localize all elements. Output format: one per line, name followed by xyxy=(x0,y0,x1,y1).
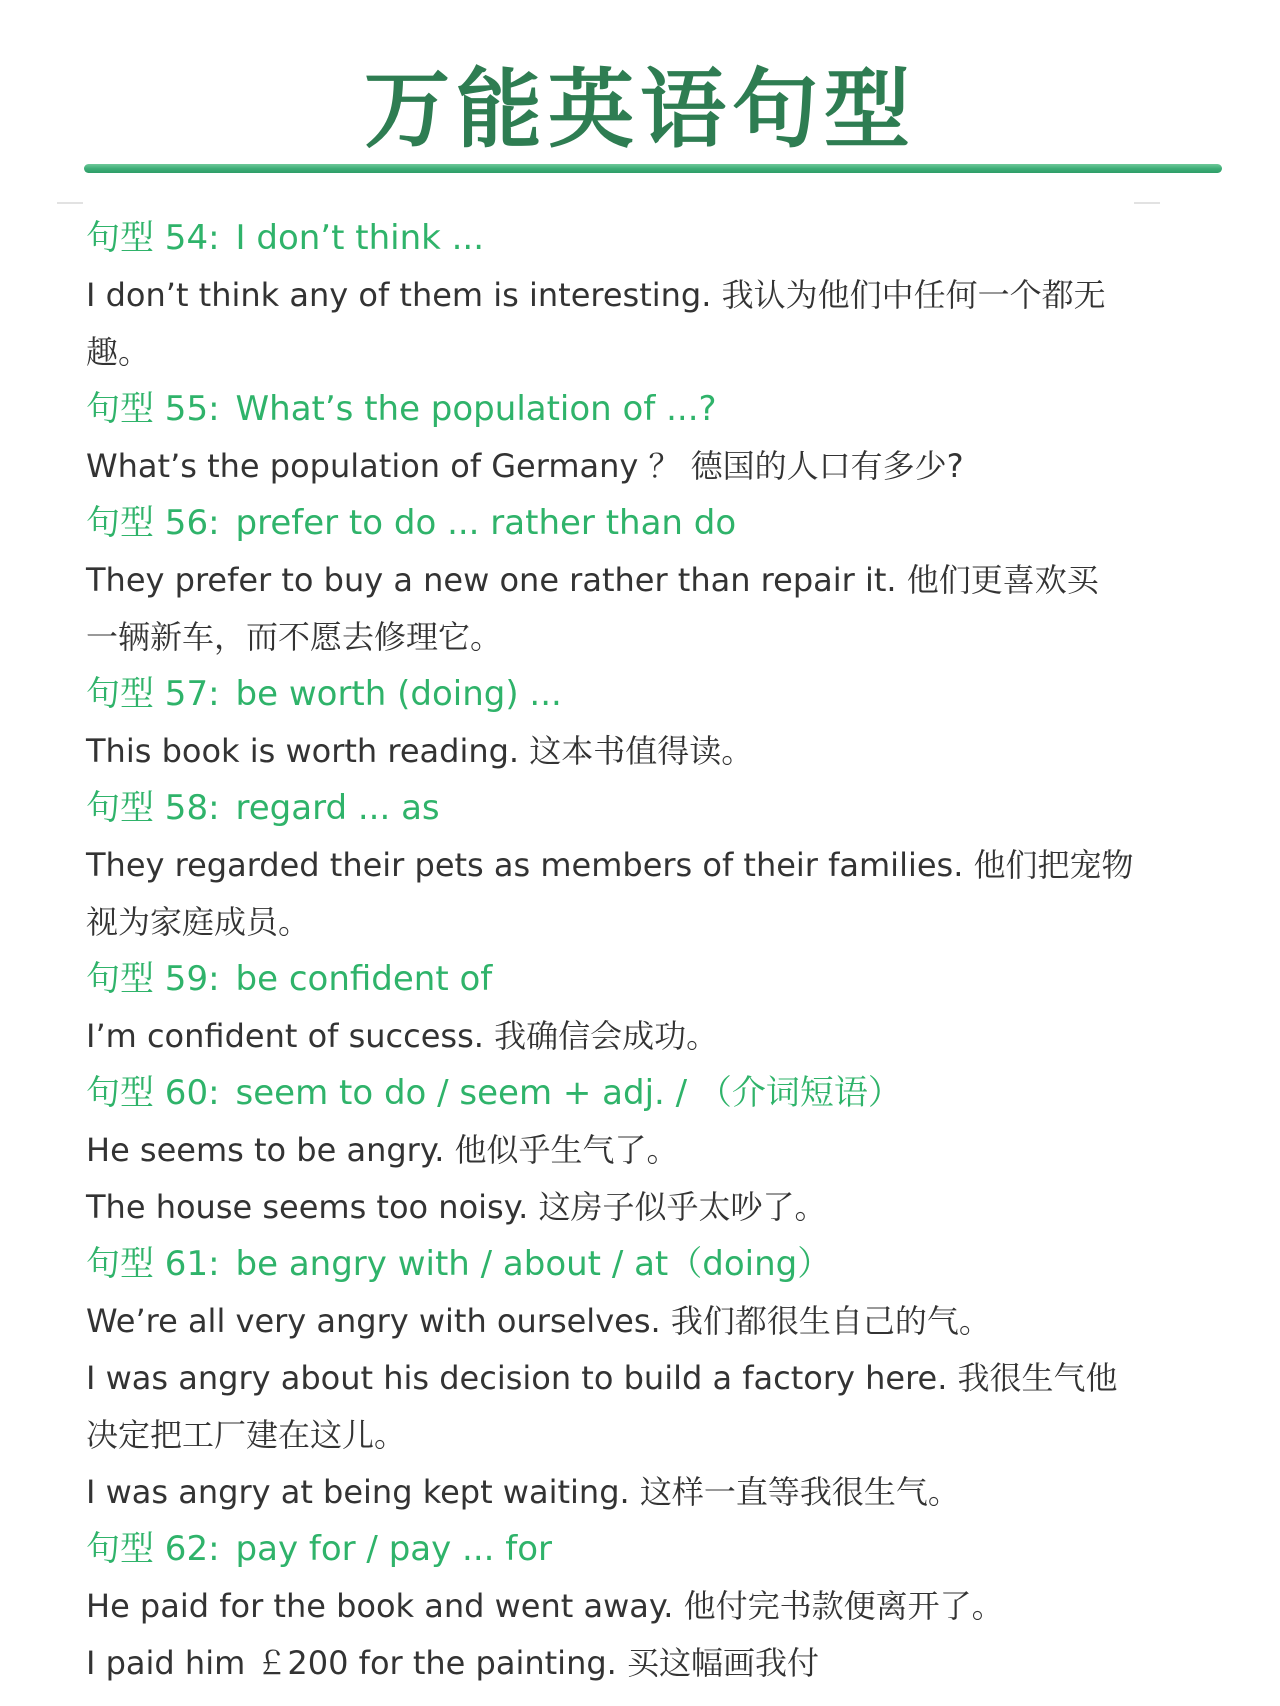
pattern-heading xyxy=(86,780,1186,837)
example-sentence: What’s the population of Germany ？ 德国的人口有多少? xyxy=(86,447,964,485)
pattern-heading xyxy=(86,666,1186,723)
example-sentence: I was angry at being kept waiting. 这样一直等我很生气。 xyxy=(86,1473,960,1511)
pattern-block-61 xyxy=(86,1236,1186,1521)
pattern-label: 句型 62: xyxy=(86,1529,220,1569)
pattern-label: 句型 59: xyxy=(86,959,220,999)
example-sentence: I’m confident of success. 我确信会成功。 xyxy=(86,1017,719,1055)
example-sentence: I was angry about his decision to build a factory here. 我很生气他决定把工厂建在这儿。 xyxy=(86,1359,1118,1454)
pattern-heading xyxy=(86,381,1186,438)
example-sentence: This book is worth reading. 这本书值得读。 xyxy=(86,732,754,770)
example-sentence: He paid for the book and went away. 他付完书款便离开了。 xyxy=(86,1587,1004,1625)
title-underline xyxy=(84,164,1222,173)
pattern-heading xyxy=(86,495,1186,552)
pattern-text: be confident of xyxy=(235,959,493,999)
pattern-label: 句型 54: xyxy=(86,218,220,258)
page-title: 万能英语句型 xyxy=(364,60,916,160)
pattern-block-54 xyxy=(86,210,1186,381)
pattern-block-58 xyxy=(86,780,1186,951)
pattern-label: 句型 60: xyxy=(86,1073,220,1113)
pattern-text: pay for / pay ... for xyxy=(235,1529,553,1569)
pattern-label: 句型 55: xyxy=(86,389,220,429)
pattern-text: I don’t think ... xyxy=(235,218,485,258)
pattern-block-56 xyxy=(86,495,1186,666)
pattern-block-62 xyxy=(86,1521,1186,1692)
corner-mark-right xyxy=(1134,202,1160,204)
pattern-label: 句型 61: xyxy=(86,1244,220,1284)
pattern-block-55 xyxy=(86,381,1186,495)
pattern-block-60 xyxy=(86,1065,1186,1236)
corner-mark-left xyxy=(57,202,83,204)
pattern-heading xyxy=(86,1065,1186,1122)
example-sentence: We’re all very angry with ourselves. 我们都很生自己的气。 xyxy=(86,1302,991,1340)
pattern-text: regard ... as xyxy=(235,788,440,828)
example-sentence: I don’t think any of them is interesting. 我认为他们中任何一个都无趣。 xyxy=(86,276,1106,371)
pattern-list xyxy=(86,210,1186,1692)
pattern-text: be worth (doing) ... xyxy=(235,674,562,714)
example-sentence: The house seems too noisy. 这房子似乎太吵了。 xyxy=(86,1188,827,1226)
example-sentence: He seems to be angry. 他似乎生气了。 xyxy=(86,1131,679,1169)
pattern-heading xyxy=(86,1521,1186,1578)
pattern-label: 句型 56: xyxy=(86,503,220,543)
pattern-text: What’s the population of ...? xyxy=(235,389,717,429)
pattern-label: 句型 57: xyxy=(86,674,220,714)
pattern-text: prefer to do ... rather than do xyxy=(235,503,737,543)
example-sentence: They prefer to buy a new one rather than repair it. 他们更喜欢买一辆新车，而不愿去修理它。 xyxy=(86,561,1099,656)
pattern-block-59 xyxy=(86,951,1186,1065)
pattern-heading xyxy=(86,210,1186,267)
pattern-heading xyxy=(86,1236,1186,1293)
pattern-heading xyxy=(86,951,1186,1008)
pattern-block-57 xyxy=(86,666,1186,780)
pattern-text: be angry with / about / at（doing） xyxy=(235,1244,832,1284)
example-sentence: They regarded their pets as members of their families. 他们把宠物视为家庭成员。 xyxy=(86,846,1134,941)
pattern-text: seem to do / seem + adj. / （介词短语） xyxy=(235,1073,902,1113)
example-sentence: I paid him ￡200 for the painting. 买这幅画我付 xyxy=(86,1644,820,1682)
pattern-label: 句型 58: xyxy=(86,788,220,828)
